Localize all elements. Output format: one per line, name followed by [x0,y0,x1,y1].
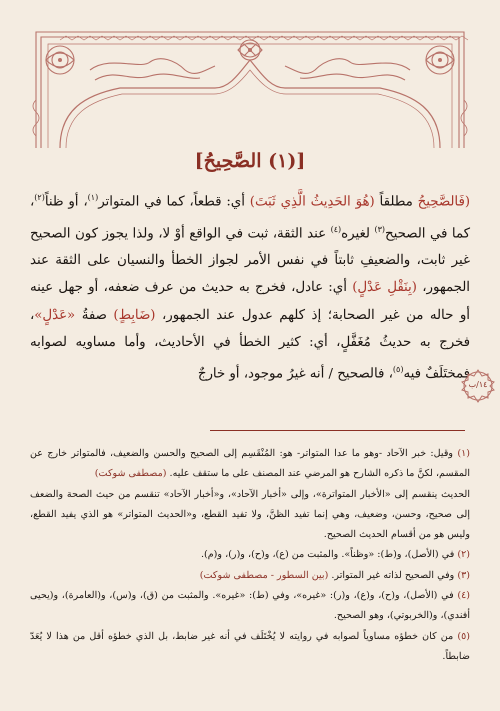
text-run: مطلقاً [374,194,418,210]
main-paragraph [30,184,470,388]
footnote-attribution: (بين السطور - مصطفى شوكت) [199,569,329,581]
footnote-text: في (الأصل)، و(ط): «وظناً». والمثبت من (ع)، و(ح)، و(ر)، و(م). [200,549,458,561]
text-run: ، كما في الصحيح [30,194,470,242]
text-run: (بِنَقْلِ عَدْلٍ) [352,280,417,296]
text-run: عند الثقة، ثبت في الواقع أوْ لا، ولذا يجوز كون الصحيح غير ثابت، والضعيفِ ثابتاً في نفس الأمر لجواز الخطأ والنسيان على الثقة عند الجمهور، [30,226,470,296]
footnote-number: (٣) [457,569,470,581]
footnote-text: وفي الصحيح لذاته غير المتواتر. [328,569,458,581]
footnote-item [30,545,470,565]
folio-number: ١٤/ب [468,380,488,389]
footnote-text: من كان خطؤه مساوياً لصوابه في روايته لا يُخْتَلَف في أنه غير ضابط، بل الذي خطؤه أقل من هذا لا يُعَدّ ضابطاً. [30,630,470,662]
main-text [30,184,470,388]
footnote-number: (١) [457,448,470,459]
footnote-text: في (الأصل)، و(ح)، و(ع)، و(ر): «غيره»، وفي (ط): «غيره». والمثبت من (ق)، و(س)، و(العامرة)، و(يحيى أفندي)، و(الخربوتي)، وهو الصحيح. [30,590,470,622]
footnote-item [30,586,470,627]
footnote-item [30,485,470,546]
footnotes [30,444,470,667]
footnote-ref[interactable]: (٥) [392,365,404,375]
title-close-bracket: ] [194,150,204,172]
footnote-text: الحديث ينقسم إلى «الأخبار المتواترة»، وإلى «أخبار الآحاد»، و«أخبار الآحاد» تنقسم من حيث الصحة والضعف إلى صحيح، وحسن، وضعيف، وهي إنما تفيد الظنَّ، ولا تفيد القطع، و«الحديث المتواتر» هو الذي يفيد القطع، وليس هو من أقسام الحديث الصحيح. [30,488,470,541]
text-run: (فَالصَّحِيحُ [417,194,471,210]
text-run: «عَدْلٍ» [34,307,76,323]
text-run: (هُوَ الحَدِيثُ الَّذِي ثَبَتَ) [249,194,375,210]
footnote-ref[interactable]: (٤) [330,224,342,234]
section-title [0,150,500,172]
footnote-ref[interactable]: (٢) [34,193,45,202]
footnote-ref[interactable]: (١) [87,193,99,202]
footnote-item [30,566,470,586]
text-run: ، فخرج به حديثُ مُغَفَّلٍ، أي: كثير الخطأ في الأحاديث، وأما مساويه لصوابه فمختَلَفٌ فيه [30,307,470,382]
text-run: ، أو ظناً [44,194,88,210]
footnote-item [30,444,470,485]
footnote-attribution: (مصطفى شوكت) [94,468,167,480]
text-run: صفةُ [75,307,114,323]
footnote-text: وقيل: خبر الآحاد -وهو ما عدا المتواتر- هو: المُنْقَسِم إلى الصحيح والحسن والضعيف، فالمتواتر خارج عن المقسم، لكنَّ ما ذكره الشارح هو المرضي عند المصنف على ما ستقف عليه. [30,448,470,480]
text-run: (ضَابِطٍ) [113,307,156,323]
text-run: ، فالصحيح / أنه غيرُ موجود، أو خارجٌ [197,366,393,382]
title-open-bracket: [ [296,150,306,172]
footnote-number: (٢) [457,549,470,561]
footnote-ref[interactable]: (٣) [374,224,385,234]
text-run: لغيره [341,226,375,242]
footnote-item [30,627,470,668]
footnote-number: (٤) [457,590,470,602]
text-run: أي: قطعاً، كما في المتواتر [98,194,250,210]
footnote-number: (٥) [457,630,470,642]
text-run: أي: عادل، فخرج به حديث من عرف ضعفه، أو جهل عينه أو حاله من غير الصحابة؛ إذ كلهم عدول عند الجمهور، [30,280,470,323]
ornamental-frame [0,0,500,160]
footnote-separator [210,430,465,431]
title-word: الصَّحِيحُ [203,150,262,172]
title-number: (١) [268,150,297,172]
